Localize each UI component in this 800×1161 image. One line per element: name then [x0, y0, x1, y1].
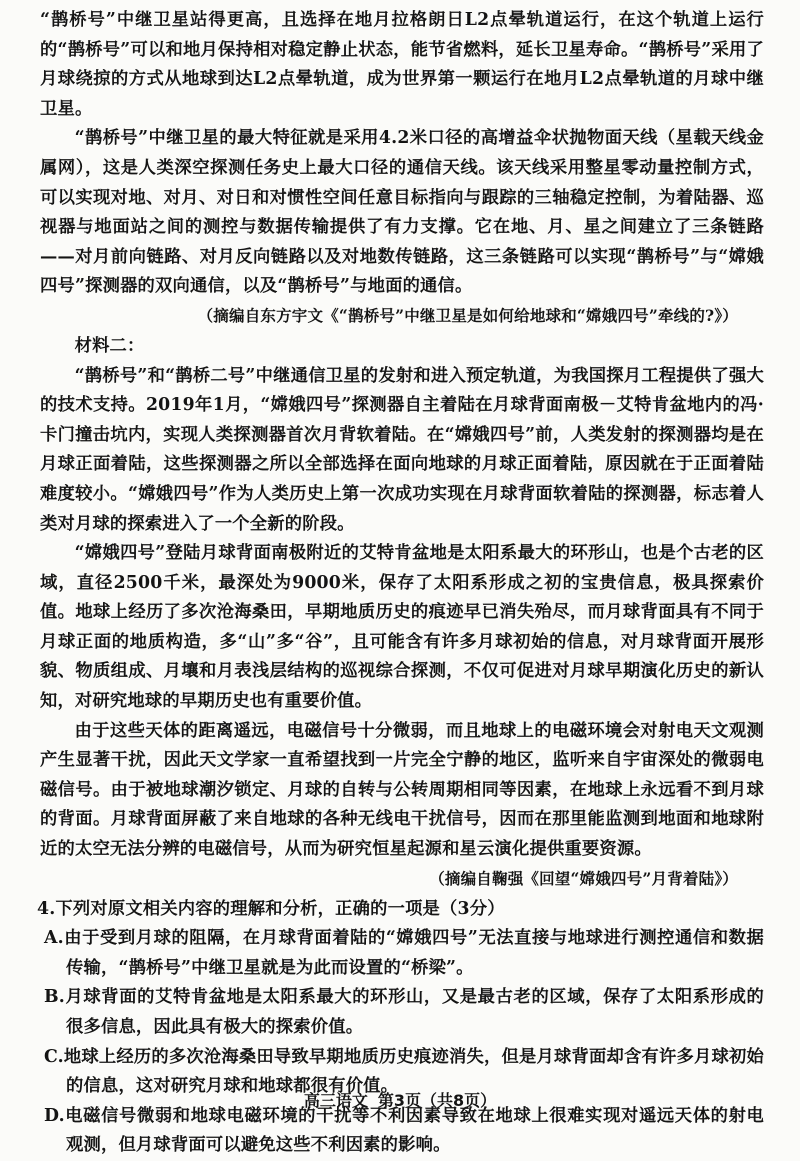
page-footer [0, 1088, 800, 1111]
option-b[interactable]: B.月球背面的艾特肯盆地是太阳系最大的环形山，又是最古老的区域，保存了太阳系形成的很多信息，因此具有极大的探索价值。 [44, 987, 764, 1037]
paragraph-chang-e-4-landing: “鹊桥号”和“鹊桥二号”中继通信卫星的发射和进入预定轨道，为我国探月工程提供了强大的技术支持。2019年1月，“嫦娥四号”探测器自主着陆在月球背面南极－艾特肯盆地内的冯·卡门撞击坑内，实现人类探测器首次月背软着陆。在“嫦娥四号”前，人类发射的探测器均是在月球正面着陆，这些探测器之所以全部选择在面向地球的月球正面着陆，原因就在于正面着陆难度较小。“嫦娥四号”作为人类历史上第一次成功实现在月球背面软着陆的探测器，标志着人类对月球的探索进入了一个全新的阶段。 [40, 365, 764, 534]
source-citation-2: （摘编自鞠强《回望“嫦娥四号”月背着陆》） [429, 868, 738, 888]
question-4-stem: 4.下列对原文相关内容的理解和分析，正确的一项是（3分） [37, 898, 505, 919]
paragraph-radio-observation: 由于这些天体的距离遥远，电磁信号十分微弱，而且地球上的电磁环境会对射电天文观测产生显著干扰，因此天文学家一直希望找到一片完全宁静的地区，监听来自宇宙深处的微弱电磁信号。由于被地球潮汐锁定、月球的自转与公转周期相同等因素，在地球上永远看不到月球的背面。月球背面屏蔽了来自地球的各种无线电干扰信号，因而在那里能监测到地面和地球附近的太空无法分辨的电磁信号，从而为研究恒星起源和星云演化提供重要资源。 [40, 720, 764, 860]
option-a[interactable]: A.由于受到月球的阻隔，在月球背面着陆的“嫦娥四号”无法直接与地球进行测控通信和数据传输，“鹊桥号”中继卫星就是为此而设置的“桥梁”。 [44, 928, 764, 978]
footer-subject: 高三语文 [303, 1091, 368, 1110]
option-d[interactable]: D.电磁信号微弱和地球电磁环境的干扰等不利因素导致在地球上很难实现对遥远天体的射电观测，但月球背面可以避免这些不利因素的影响。 [44, 1105, 764, 1156]
footer-page-number: 第3页（共8页） [377, 1091, 497, 1110]
material-2-heading: 材料二： [74, 335, 145, 356]
paragraph-continued: “鹊桥号”中继卫星站得更高，且选择在地月拉格朗日L2点晕轨道运行，在这个轨道上运行的“鹊桥号”可以和地月保持相对稳定静止状态，能节省燃料，延长卫星寿命。“鹊桥号”采用了月球绕掠的方式从地球到达L2点晕轨道，成为世界第一颗运行在地月L2点晕轨道的月球中继卫星。 [40, 10, 764, 119]
source-citation-1: （摘编自东方宇文《“鹊桥号”中继卫星是如何给地球和“嫦娥四号”牵线的?》） [197, 305, 738, 325]
paragraph-aitken-basin: “嫦娥四号”登陆月球背面南极附近的艾特肯盆地是太阳系最大的环形山，也是个古老的区域，直径2500千米，最深处为9000米，保存了太阳系形成之初的宝贵信息，极具探索价值。地球上经历了多次沧海桑田，早期地质历史的痕迹早已消失殆尽，而月球背面具有不同于月球正面的地质构造，多“山”多“谷”，且可能含有许多月球初始的信息，对月球背面开展形貌、物质组成、月壤和月表浅层结构的巡视综合探测，不仅可促进对月球早期演化历史的新认知，对研究地球的早期历史也有重要价值。 [40, 543, 764, 712]
exam-page [37, 6, 764, 1161]
option-c[interactable]: C.地球上经历的多次沧海桑田导致早期地质历史痕迹消失，但是月球背面却含有许多月球初始的信息，这对研究月球和地球都很有价值。 [44, 1046, 764, 1097]
paragraph-antenna: “鹊桥号”中继卫星的最大特征就是采用4.2米口径的高增益伞状抛物面天线（星载天线金属网），这是人类深空探测任务史上最大口径的通信天线。该天线采用整星零动量控制方式，可以实现对地、对月、对日和对惯性空间任意目标指向与跟踪的三轴稳定控制，为着陆器、巡视器与地面站之间的测控与数据传输提供了有力支撑。它在地、月、星之间建立了三条链路——对月前向链路、对月反向链路以及对地数传链路，这三条链路可以实现“鹊桥号”与“嫦娥四号”探测器的双向通信，以及“鹊桥号”与地面的通信。 [40, 128, 764, 297]
